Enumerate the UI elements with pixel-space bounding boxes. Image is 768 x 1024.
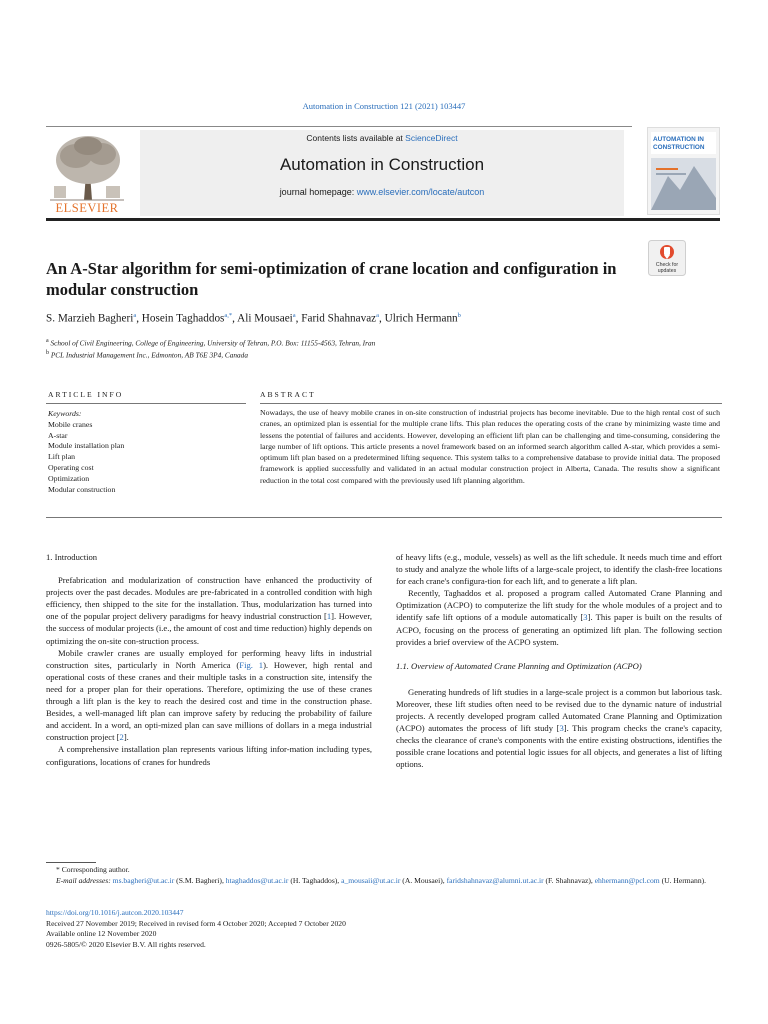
elsevier-tree-icon [46,130,128,214]
homepage-line: journal homepage: www.elsevier.com/locate/autcon [279,187,485,197]
email-link[interactable]: faridshahnavaz@alumni.ut.ac.ir [446,876,544,885]
article-title: An A-Star algorithm for semi-optimization of crane location and configuration in modular construction [46,259,617,299]
journal-homepage-link[interactable]: www.elsevier.com/locate/autcon [356,187,485,197]
cover-title-1: AUTOMATION IN [653,136,704,143]
journal-title: Automation in Construction [279,155,485,174]
abstract-text: Nowadays, the use of heavy mobile cranes in on-site construction of industrial projects has become inevitable. Due to the high rental cost of such cranes, an optimized plan is essential for the multiple crane lifts. This plan reduces the operating costs of the crane by minimizing waste time and lessens the potential of failures and accidents. However, developing an efficient lift plan can be challenging and time-consuming, considering the large number of lift options. This article presents a novel framework based on an informed search algorithm called A-star, which provides a semi-optimum lift plan based on a predetermined lifting sequence. This system talks to a comprehensive database to provide initial data. The proposed framework is applied successfully and validated in an actual modular construction project in Alberta, Canada. The results show a significant reduction in the total cost compared with the previously used lift planning algorithm. [260,408,720,485]
doi-link[interactable]: https://doi.org/10.1016/j.autcon.2020.103447 [46,908,184,917]
email-link[interactable]: ehhermann@pcl.com [594,876,660,885]
author-affil-link[interactable]: a [376,312,380,319]
author-list: S. Marzieh Bagheri$^a$, Hosein Taghaddos$^{a,*}$, Ali Mousaei$^a$, Farid Shahnavaz$^a$, Ulrich Hermann$^b$ [46,312,461,325]
citation-link[interactable]: 3 [559,723,564,734]
body-paragraph: Generating hundreds of lift studies in a large-scale project is a common but laborious task. Moreover, these lift studies often need to be revised due to the dynamic nature of industrial projects. A recently developed program called Automated Crane Planning and Optimization (ACPO) automates the process of lift study [3]. This program checks the crane's capacity, checks the clearance of crane's components with the entire existing obstructions, identifies the possible crane locations and potential logic issues for all objects, and generates a list of lifting options. [396,686,723,770]
elsevier-wordmark: ELSEVIER [55,201,119,214]
journal-reference[interactable]: Automation in Construction 121 (2021) 103447 [302,101,466,111]
keyword-item: Operating cost [48,462,94,472]
journal-masthead [140,130,624,216]
section-heading-introduction: 1. Introduction [46,552,98,562]
copyright-line: 0926-5805/© 2020 Elsevier B.V. All rights reserved. [46,939,206,949]
body-left-column [46,551,372,768]
author-name: Ali Mousaei [237,312,293,325]
corresponding-author-note: * Corresponding author. [56,865,130,874]
subsection-heading-acpo: 1.1. Overview of Automated Crane Planning and Optimization (ACPO) [396,660,642,671]
check-updates-icon [648,240,686,276]
keyword-item: Optimization [48,473,90,483]
cover-image [648,128,719,214]
author-name: Ulrich Hermann [384,312,458,325]
body-right-column [396,551,722,771]
email-addresses: E-mail addresses: ms.bagheri@ut.ac.ir (S.M. Bagheri), htaghaddos@ut.ac.ir (H. Taghaddos), a_mousaii@ut.ac.ir (A. Mousaei), faridshahnavaz@alumni.ut.ac.ir (F. Shahnavaz), ehhermann@pcl.com (U. Hermann). [56,876,707,885]
keyword-item: Module installation plan [48,441,125,451]
abstract-bottom-rule [46,517,722,518]
journal-cover [647,127,720,215]
author-name: S. Marzieh Bagheri [46,312,134,325]
elsevier-logo [46,130,128,214]
check-updates-line2: updates [657,268,677,274]
body-paragraph: of heavy lifts (e.g., module, vessels) as well as the lift schedule. It needs much time and effort to study and analyze the whole lifts of a large-scale project, to identify the clash-free locations for each crane's configura-tion for each lift, and to generate a lift plan. [396,552,722,587]
article-info-rule [46,403,246,404]
keyword-item: A-star [48,430,68,440]
email-link[interactable]: a_mousaii@ut.ac.ir [341,876,401,885]
body-paragraph: Recently, Taghaddos et al. proposed a program called Automated Crane Planning and Optimization (ACPO) to computerize the lift study for the whole modules of a project and to identify safe lift options of a module automatically [3]. This paper is built on the results of ACPO, focusing on the process of generating an optimized lift plan. The following section provides a brief overview of the ACPO system. [396,588,722,647]
citation-link[interactable]: 2 [119,732,124,743]
check-for-updates-badge[interactable] [648,240,686,276]
keywords-block [48,409,248,495]
email-link[interactable]: ms.bagheri@ut.ac.ir [112,876,175,885]
cover-title-2: CONSTRUCTION [653,144,705,151]
keyword-item: Mobile cranes [48,419,93,429]
keywords-label: Keywords: [48,409,82,418]
author-affil-link[interactable]: b [457,312,461,319]
author-name: Hosein Taghaddos [141,312,225,325]
body-paragraph: Prefabrication and modularization of construction have enhanced the productivity of projects over the past decades. Modules are pre-fabricated in a controlled condition with high efficiency, then shipped to the site for the installation. Thus, modularization has turned into one of the popular project delivery paradigms for heavy industrial construction [1]. However, the success of modular projects (i.e., the amount of cost and time reduction) highly depends on optimizing the on-site con-struction process. [46,575,373,646]
contents-line: Contents lists available at ScienceDirect [306,133,458,143]
keyword-item: Modular construction [48,484,116,494]
footnote-rule [46,862,96,863]
email-link[interactable]: htaghaddos@ut.ac.ir [225,876,289,885]
keyword-item: Lift plan [48,452,76,462]
body-paragraph: A comprehensive installation plan represents various lifting infor-mation including types, configurations, locations of cranes for hundreds [46,744,372,767]
publication-info [46,908,546,950]
header-bottom-rule [46,218,720,221]
citation-link[interactable]: 1 [326,611,332,622]
author-affil-link[interactable]: a [133,312,137,319]
affiliation-item: $^b$ PCL Industrial Management Inc., Edmonton, AB T6E 3P4, Canada [46,350,248,360]
body-paragraph: Mobile crawler cranes are usually employed for performing heavy lifts in industrial construction sites, particularly in North America (Fig. 1). However, high rental and operational costs of these cranes and their multiple tasks in a construction site, intensify the need for a proper plan for their operations. Therefore, optimizing the use of these cranes through a lift plan is the key to reach the desired cost and time in the construction phase. Besides, a well-managed lift plan can improve safety by reducing the probability of failure and accident. In a word, an opti-mized plan can save millions of dollars in a mega industrial construction project [2]. [46,647,372,743]
footnotes [46,864,722,886]
affiliations [46,336,686,361]
author-name: Farid Shahnavaz [301,312,377,325]
author-affil-link[interactable]: a,* [224,312,233,319]
article-info-heading: ARTICLE INFO [48,390,124,399]
affiliation-item: $^a$ School of Civil Engineering, College of Engineering, University of Tehran, P.O. Box: 11155-4563, Tehran, Iran [46,338,376,348]
abstract-heading: ABSTRACT [260,390,316,399]
author-affil-link[interactable]: a [292,312,296,319]
available-online: Available online 12 November 2020 [46,929,157,939]
check-updates-line1: Check for [655,262,679,268]
citation-link[interactable]: 3 [583,612,588,623]
received-dates: Received 27 November 2019; Received in revised form 4 October 2020; Accepted 7 October 2020 [46,918,346,928]
figure-link[interactable]: Fig. 1 [239,659,264,670]
header-top-rule [46,126,632,127]
sciencedirect-link[interactable]: ScienceDirect [405,133,458,143]
abstract-rule [260,403,722,404]
